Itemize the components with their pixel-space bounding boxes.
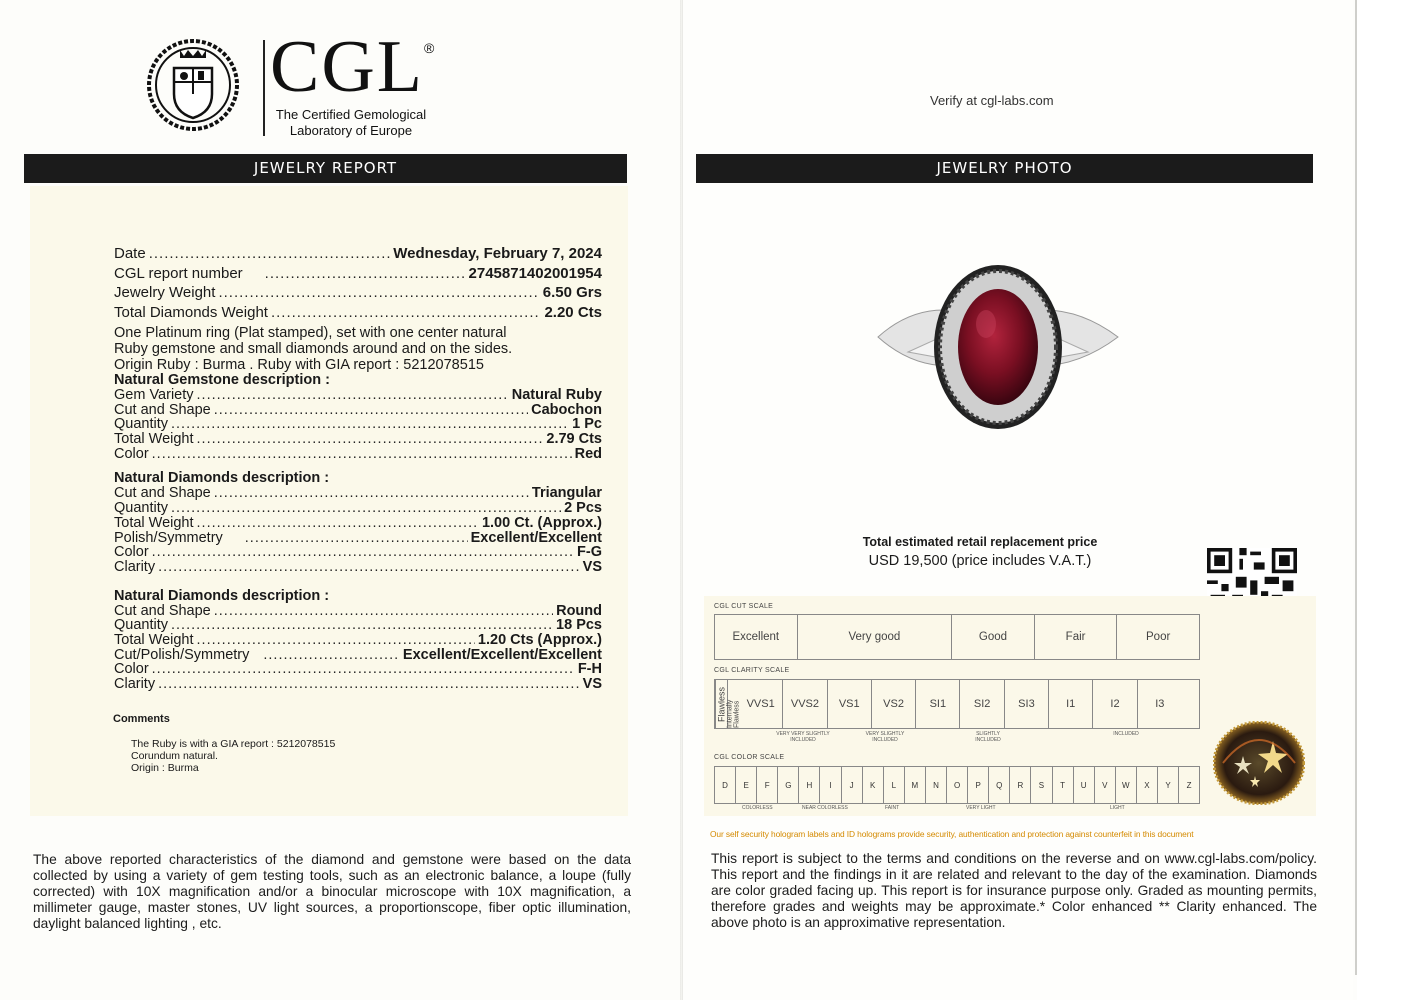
row-value: VS [582,558,602,575]
logo-subtitle: The Certified Gemological Laboratory of Europe [275,107,427,138]
cut-grade-cell: Very good [798,615,953,659]
row-value: Red [574,445,602,462]
color-grade-cell: R [1010,767,1031,803]
date-label: Date [114,245,146,262]
security-notice: Our self security hologram labels and ID holograms provide security, authentication and protection against counterfeit in this document [710,829,1194,839]
color-grade-cell: H [799,767,820,803]
row-label: Color [114,445,149,462]
comments-title: Comments [113,713,170,725]
diamond-row [114,486,602,501]
color-subcaption: LIGHT [1110,805,1125,811]
diamond-row [114,662,602,677]
color-subcaption: NEAR COLORLESS [802,805,848,811]
cut-grade-cell: Poor [1146,630,1171,643]
diamond-row [114,618,602,633]
price-title: Total estimated retail replacement price [862,535,1098,549]
gemstone-row [114,403,602,418]
gemstone-row [114,417,602,432]
row-label: Polish/Symmetry [114,529,223,546]
row-label: Clarity [114,558,156,575]
clarity-grade-cell: VVS2 [783,680,827,728]
row-label: Cut and Shape [114,485,211,502]
cgl-seal-logo [146,38,240,132]
testing-disclaimer: The above reported characteristics of the diamond and gemstone were based on the data collected by using a variety of gem testing tools, such as an electronic balance, a loupe (fully corrected) with 10X magnification and/or a binocular microscope with 10X magnification, a millimeter gauge, master stones, UV light sources, a proportionscope, fiber optic illumination, daylight balanced lighting , etc. [33,852,631,931]
registered-mark: ® [424,40,435,56]
total-diamonds-weight-row [114,303,602,323]
report-details [114,244,602,692]
clarity-grade-cell: SI2 [960,680,1004,728]
row-value: 2 Pcs [564,500,602,517]
clarity-grade-cell: I2 [1093,680,1137,728]
row-value: 18 Pcs [556,617,602,634]
color-grade-cell: F [757,767,778,803]
total-diamonds-weight-label: Total Diamonds Weight [114,303,268,321]
diamond-row [114,604,602,619]
comment-line: Origin : Burma [131,762,199,774]
color-grade-cell: S [1031,767,1052,803]
clarity-scale [714,679,1200,729]
verify-link[interactable]: Verify at cgl-labs.com [930,93,1054,108]
cut-scale-label: CGL CUT SCALE [714,603,774,610]
color-grade-cell: L [884,767,905,803]
color-grade-cell: U [1074,767,1095,803]
comments-body [131,738,335,774]
color-grade-cell: V [1095,767,1116,803]
description-line: Origin Ruby : Burma . Ruby with GIA report : 5212078515 [114,357,484,373]
date-value: Wednesday, February 7, 2024 [393,245,602,262]
row-value: Cabochon [531,401,602,418]
cgl-wordmark: CGL [270,26,424,108]
row-value: 1.00 Ct. (Approx.) [481,514,602,531]
clarity-grade-cell: VVS1 [739,680,783,728]
row-value: Excellent/Excellent [470,529,602,546]
row-label: Total Weight [114,431,194,448]
cut-grade-cell: Good [952,615,1035,659]
clarity-grade-cell: SI3 [1005,680,1049,728]
row-value: Natural Ruby [511,387,602,403]
diamond-row [114,648,602,663]
comment-line: Corundum natural. [131,750,218,762]
color-grade-cell: Y [1158,767,1179,803]
description-line: One Platinum ring (Plat stamped), set with one center natural [114,325,507,341]
row-value: 1.20 Cts (Approx.) [477,631,602,648]
ruby-ring-photo [868,252,1128,442]
comment-line: The Ruby is with a GIA report : 5212078515 [131,738,336,750]
diamonds-section-title: Natural Diamonds description : [114,470,330,487]
gemstone-row [114,447,602,462]
color-grade-cell: Q [989,767,1010,803]
row-label: Cut and Shape [114,401,211,418]
cut-scale [714,614,1200,660]
color-subcaption: VERY LIGHT [966,805,996,811]
row-value: VS [582,676,602,692]
color-subcaption: COLORLESS [742,805,773,811]
row-label: Color [114,544,149,561]
row-label: Gem Variety [114,387,194,403]
row-label: Quantity [114,617,168,634]
color-grade-cell: W [1116,767,1137,803]
report-number-value: 2745871402001954 [468,264,602,282]
jewelry-report-header: JEWELRY REPORT [24,154,627,183]
color-grade-cell: X [1137,767,1158,803]
diamonds-section-title: Natural Diamonds description : [114,587,330,604]
cut-grade-cell: Fair [1035,615,1118,659]
row-label: Cut and Shape [114,602,211,619]
color-grade-cell: E [736,767,757,803]
color-scale-label: CGL COLOR SCALE [714,754,785,761]
right-page [683,0,1353,1000]
clarity-subcaption: INCLUDED [1113,731,1139,737]
row-label: Total Weight [114,631,194,648]
color-subcaption: FAINT [885,805,900,811]
clarity-grade-cell: Flawless [715,680,727,728]
row-value: F-G [577,544,602,561]
clarity-subcaption: VERY SLIGHTLY INCLUDED [865,731,905,743]
row-value: 1 Pc [572,416,602,433]
row-value: Excellent/Excellent/Excellent [402,646,602,663]
terms-disclaimer: This report is subject to the terms and conditions on the reverse and on www.cgl-labs.com/policy. This report and the findings in it are related and relevant to the day of the examination. Diamonds are color graded facing up. This report is for insurance purpose only. Graded as mounting permits, therefore grades and weights may be approximate.* Color enhanced ** Clarity enhanced. The above photo is an approximative representation. [711,851,1317,930]
price-value: USD 19,500 (price includes V.A.T.) [868,553,1092,569]
background-margin [1357,0,1403,1000]
gemstone-row [114,388,602,403]
row-label: Color [114,661,149,678]
row-value: Triangular [531,485,602,502]
color-grade-cell: G [778,767,799,803]
row-label: Clarity [114,676,156,692]
row-label: Total Weight [114,514,194,531]
jewelry-weight-value: 6.50 Grs [542,284,602,301]
color-grade-cell: I [820,767,841,803]
clarity-grade-cell: I1 [1049,680,1093,728]
color-scale [714,766,1200,804]
report-number-label: CGL report number [114,264,243,282]
row-label: Quantity [114,500,168,517]
description-line: Ruby gemstone and small diamonds around and on the sides. [114,341,513,357]
report-number-row [114,264,602,284]
clarity-subcaption: VERY VERY SLIGHTLY INCLUDED [776,731,830,743]
color-grade-cell: J [842,767,863,803]
diamond-row [114,560,602,575]
color-grade-cell: N [926,767,947,803]
jewelry-photo-header: JEWELRY PHOTO [696,154,1313,183]
diamond-row [114,545,602,560]
color-grade-cell: T [1053,767,1074,803]
logo-divider [263,40,265,136]
diamond-row [114,633,602,648]
date-row [114,244,602,264]
diamond-row [114,516,602,531]
diamond-row [114,531,602,546]
total-diamonds-weight-value: 2.20 Cts [544,303,602,321]
diamond-row [114,677,602,692]
row-value: 2.79 Cts [546,431,602,448]
clarity-grade-cell: Internally Flawless [727,680,739,728]
color-grade-cell: M [905,767,926,803]
row-value: F-H [577,661,602,678]
security-hologram [1213,721,1305,805]
clarity-grade-cell: I3 [1155,698,1165,710]
cut-grade-cell: Excellent [715,615,798,659]
clarity-subcaption: SLIGHTLY INCLUDED [975,731,1001,743]
color-grade-cell: D [715,767,736,803]
gemstone-section-title: Natural Gemstone description : [114,372,330,388]
clarity-grade-cell: SI1 [916,680,960,728]
color-grade-cell: Z [1186,780,1192,790]
jewelry-weight-row [114,283,602,303]
row-value: Round [556,602,602,619]
gemstone-row [114,432,602,447]
color-grade-cell: K [863,767,884,803]
clarity-scale-label: CGL CLARITY SCALE [714,667,790,674]
diamond-row [114,501,602,516]
color-grade-cell: O [947,767,968,803]
jewelry-weight-label: Jewelry Weight [114,284,216,301]
clarity-grade-cell: VS1 [828,680,872,728]
clarity-grade-cell: VS2 [872,680,916,728]
color-grade-cell: P [968,767,989,803]
row-label: Cut/Polish/Symmetry [114,646,250,663]
row-label: Quantity [114,416,168,433]
